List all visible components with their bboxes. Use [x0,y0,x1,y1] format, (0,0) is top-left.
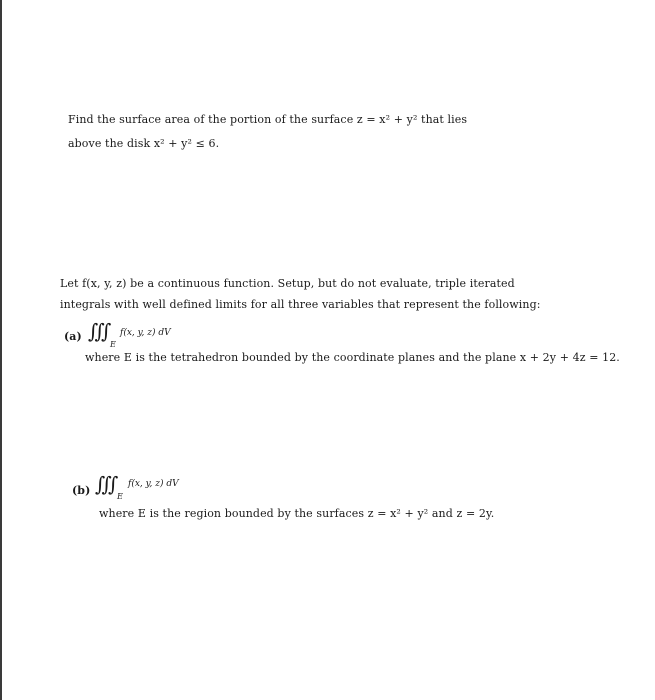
part-a-integrand: f(x, y, z) dV [120,328,171,338]
problem2-intro-line2: integrals with well defined limits for all three variables that represent the following: [60,298,541,311]
problem2-intro-line1: Let f(x, y, z) be a continuous function. Setup, but do not evaluate, triple iterated [60,277,515,290]
part-b-integrand: f(x, y, z) dV [128,479,179,489]
page-left-border [0,0,2,700]
part-b-label: (b) [72,484,91,497]
part-a-description: where E is the tetrahedron bounded by the coordinate planes and the plane x + 2y + 4z = 12. [85,351,620,364]
problem1-line1: Find the surface area of the portion of the surface z = x² + y² that lies [68,113,468,126]
problem1-line2: above the disk x² + y² ≤ 6. [68,137,220,150]
part-a-label: (a) [64,330,82,343]
part-a-triple-integral-sign: ∭ [88,319,107,343]
part-b-triple-integral-sign: ∭ [95,472,114,496]
part-a-region-subscript: E [110,340,116,349]
part-b-description: where E is the region bounded by the surfaces z = x² + y² and z = 2y. [99,507,495,520]
part-b-region-subscript: E [117,492,123,501]
